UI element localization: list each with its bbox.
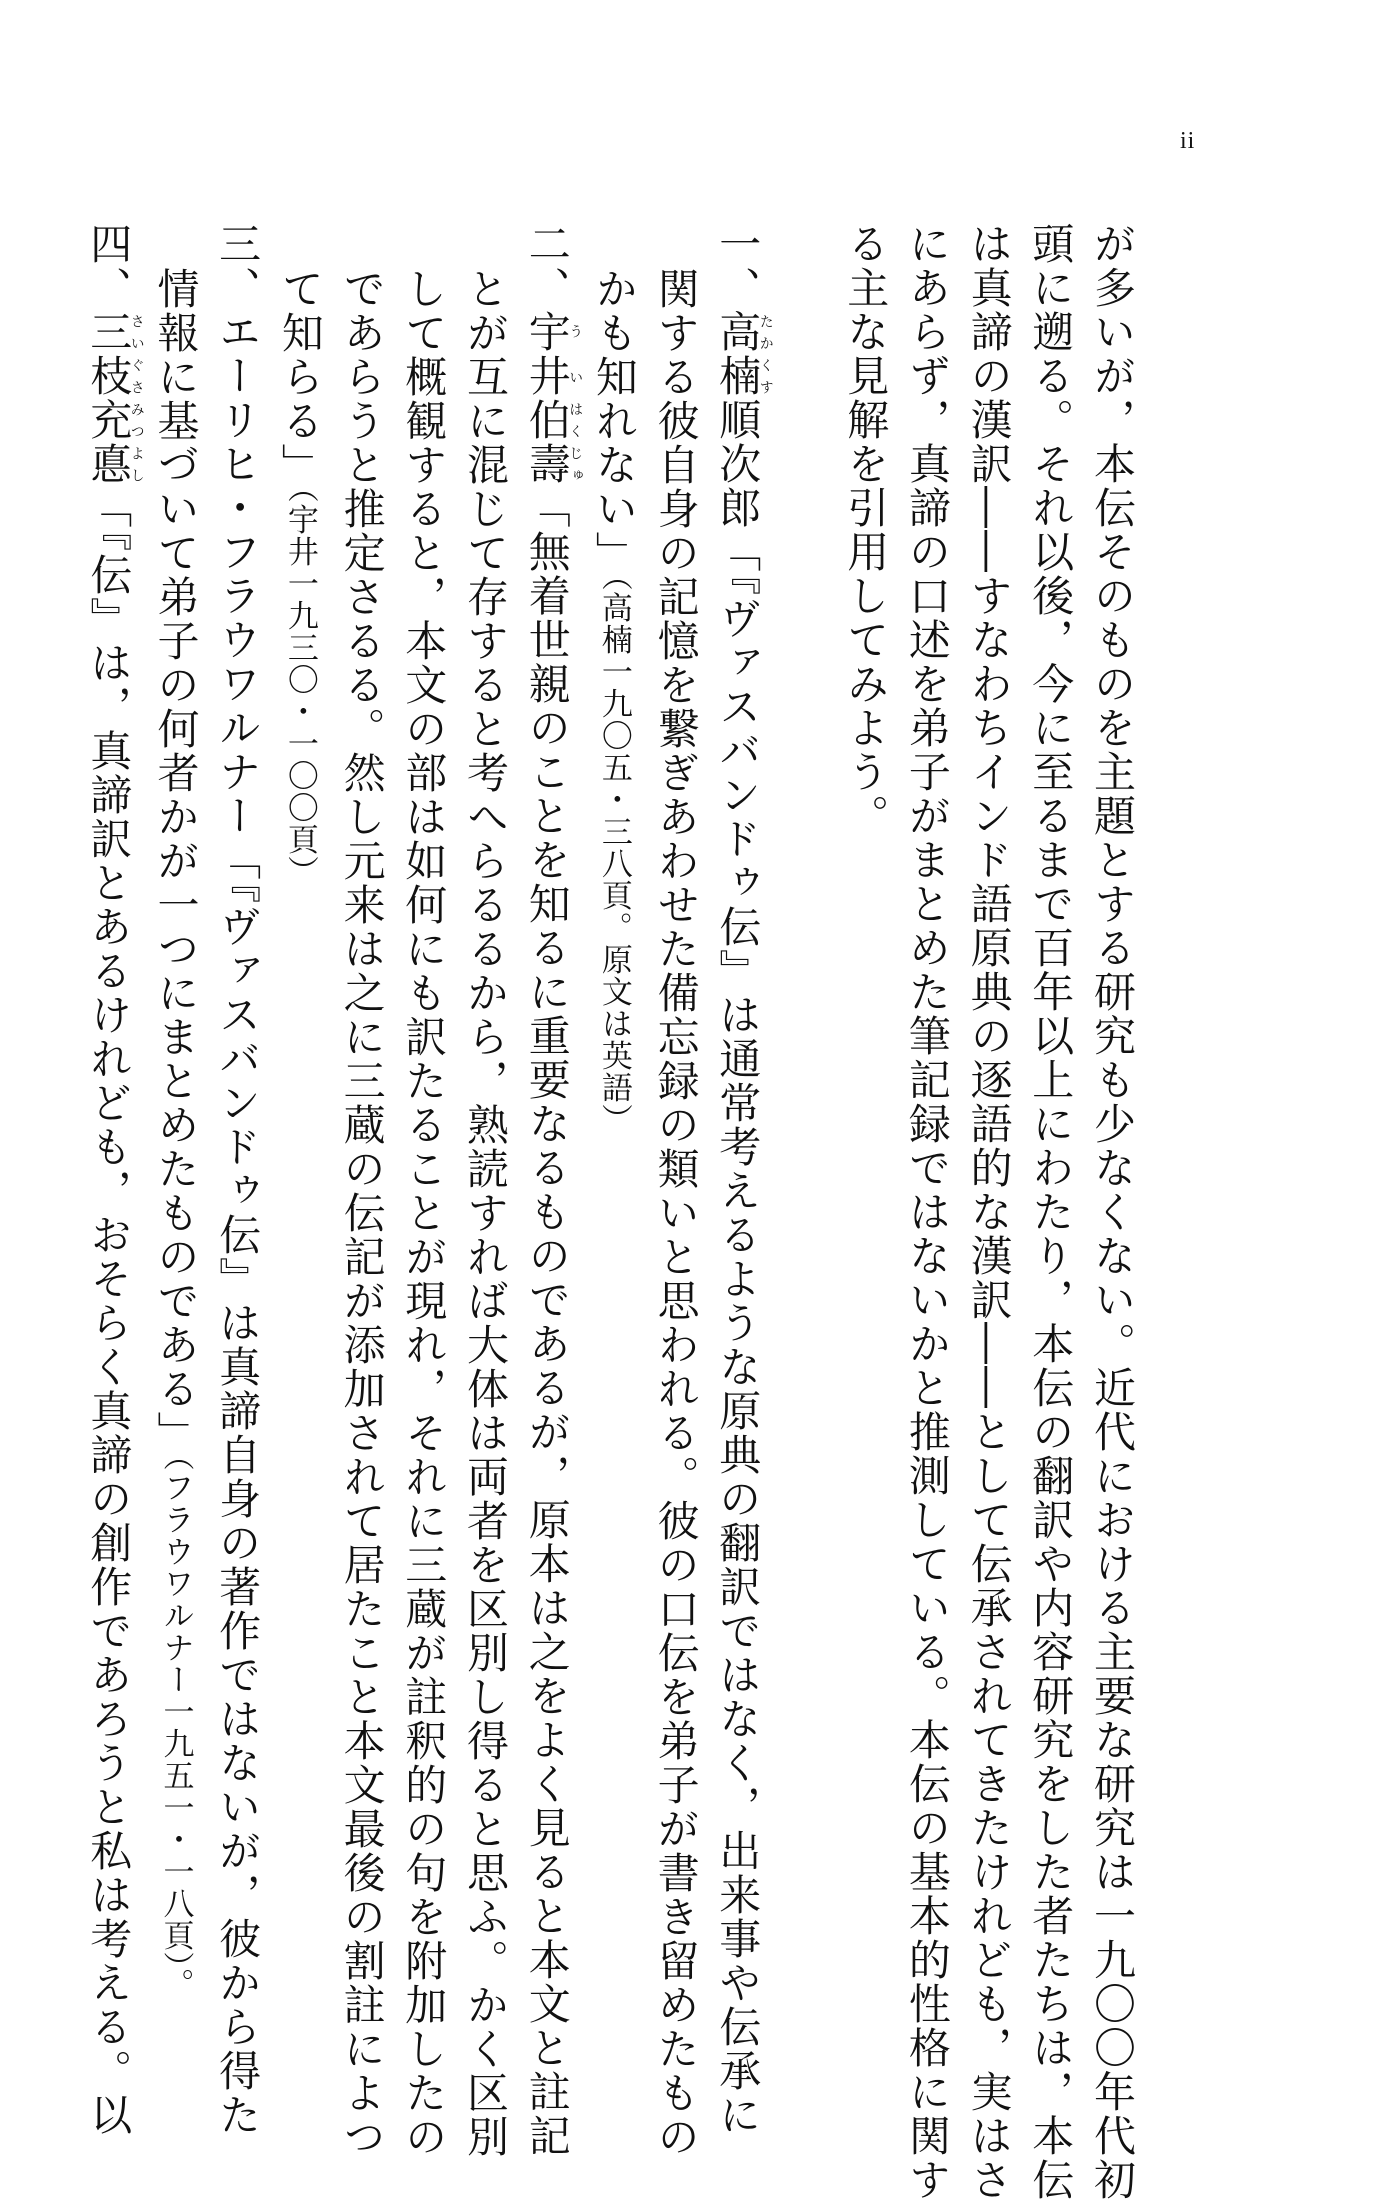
item-1-name-rest: 順次郎: [713, 398, 763, 530]
item-2-mark: 二、: [522, 222, 572, 310]
item-4-text-1: 「『伝』は，真諦訳とあるけれども，おそらく真諦の創作であろうと私は考える。以: [84, 486, 134, 2137]
item-2-name-ruby-1: 宇井うい: [522, 310, 584, 398]
item-4-name-ruby-1: 三枝さいぐさ: [84, 310, 145, 398]
item-2-line-4: であらうと推定さるる。然し元来は之に三蔵の伝記が添加されて居たこと本文最後の割註によつ: [337, 267, 387, 2159]
item-4-mark: 四、: [84, 222, 134, 310]
item-1-name-ruby: 高楠たかくす: [713, 310, 774, 398]
intro-line-2: 頭に遡る。それ以後，今に至るまで百年以上にわたり，本伝の翻訳や内容研究をした者たちは，本伝: [1026, 222, 1076, 2202]
item-1-line-2: 関する彼自身の記憶を繋ぎあわせた備忘録の類いと思われる。彼の口伝を弟子が書き留めたもの: [651, 267, 701, 2159]
item-4-name-ruby-2: 充悳みつよし: [84, 398, 145, 486]
item-1-text-1: 「『ヴァスバンドゥ伝』は通常考えるような原典の翻訳ではなく，出来事や伝承に: [713, 530, 763, 2137]
intro-line-4: にあらず，真諦の口述を弟子がまとめた筆記録ではないかと推測している。本伝の基本的性格に関す: [902, 222, 952, 2202]
item-3-line-2: 情報に基づいて弟子の何者かが一つにまとめたものである」（フラウワルナー一九五一・一八頁）。: [151, 267, 201, 2000]
item-1-mark: 一、: [713, 222, 763, 310]
item-3-text-1: 『ヴァスバンドゥ伝』は真諦自身の著作ではないが，彼から得た: [213, 882, 263, 2137]
item-2-text-1: 「無着世親のことを知るに重要なるものであるが，原本は之をよく見ると本文と註記: [522, 486, 572, 2158]
intro-line-3: は真諦の漢訳――すなわちインド語原典の逐語的な漢訳――として伝承されてきたけれども，実はさ: [964, 222, 1014, 2202]
body-text: [78, 222, 1143, 2202]
intro-line-1: が多いが，本伝そのものを主題とする研究も少なくない。近代における主要な研究は一九〇〇年代初: [1088, 222, 1137, 2202]
section-gap: [773, 222, 835, 232]
item-2-name-ruby-2: 伯壽はくじゅ: [522, 398, 584, 486]
item-4-line-1: [78, 222, 145, 2137]
item-3-name: エーリヒ・フラウワルナー: [213, 310, 263, 838]
item-2-line-2: とが互に混じて存すると考へらるるから，熟読すれば大体は両者を区別し得ると思ふ。かく区別: [460, 267, 510, 2159]
item-1-line-3: かも知れない」（高楠一九〇五・三八頁。原文は英語）: [589, 267, 639, 1136]
item-3-line-1: 三、エーリヒ・フラウワルナー「『ヴァスバンドゥ伝』は真諦自身の著作ではないが，彼から得た: [213, 222, 263, 2137]
item-3-mark: 三、: [213, 222, 263, 310]
intro-line-5: る主な見解を引用してみよう。: [841, 222, 891, 838]
item-1-line-1: [707, 222, 774, 2137]
page-number: ii: [1180, 128, 1196, 154]
item-2-line-5: て知らる」（宇井一九三〇・一〇〇頁）: [275, 267, 325, 888]
item-2-line-3: して概観すると，本文の部は如何にも訳たることが現れ，それに三蔵が註釈的の句を附加したの: [399, 267, 449, 2159]
item-3-citation: （フラウワルナー一九五一・一八頁）。: [157, 1455, 194, 2000]
item-1-citation: （高楠一九〇五・三八頁。原文は英語）: [595, 575, 632, 1136]
item-2-line-1: [516, 222, 584, 2158]
item-2-citation: （宇井一九三〇・一〇〇頁）: [281, 487, 318, 888]
